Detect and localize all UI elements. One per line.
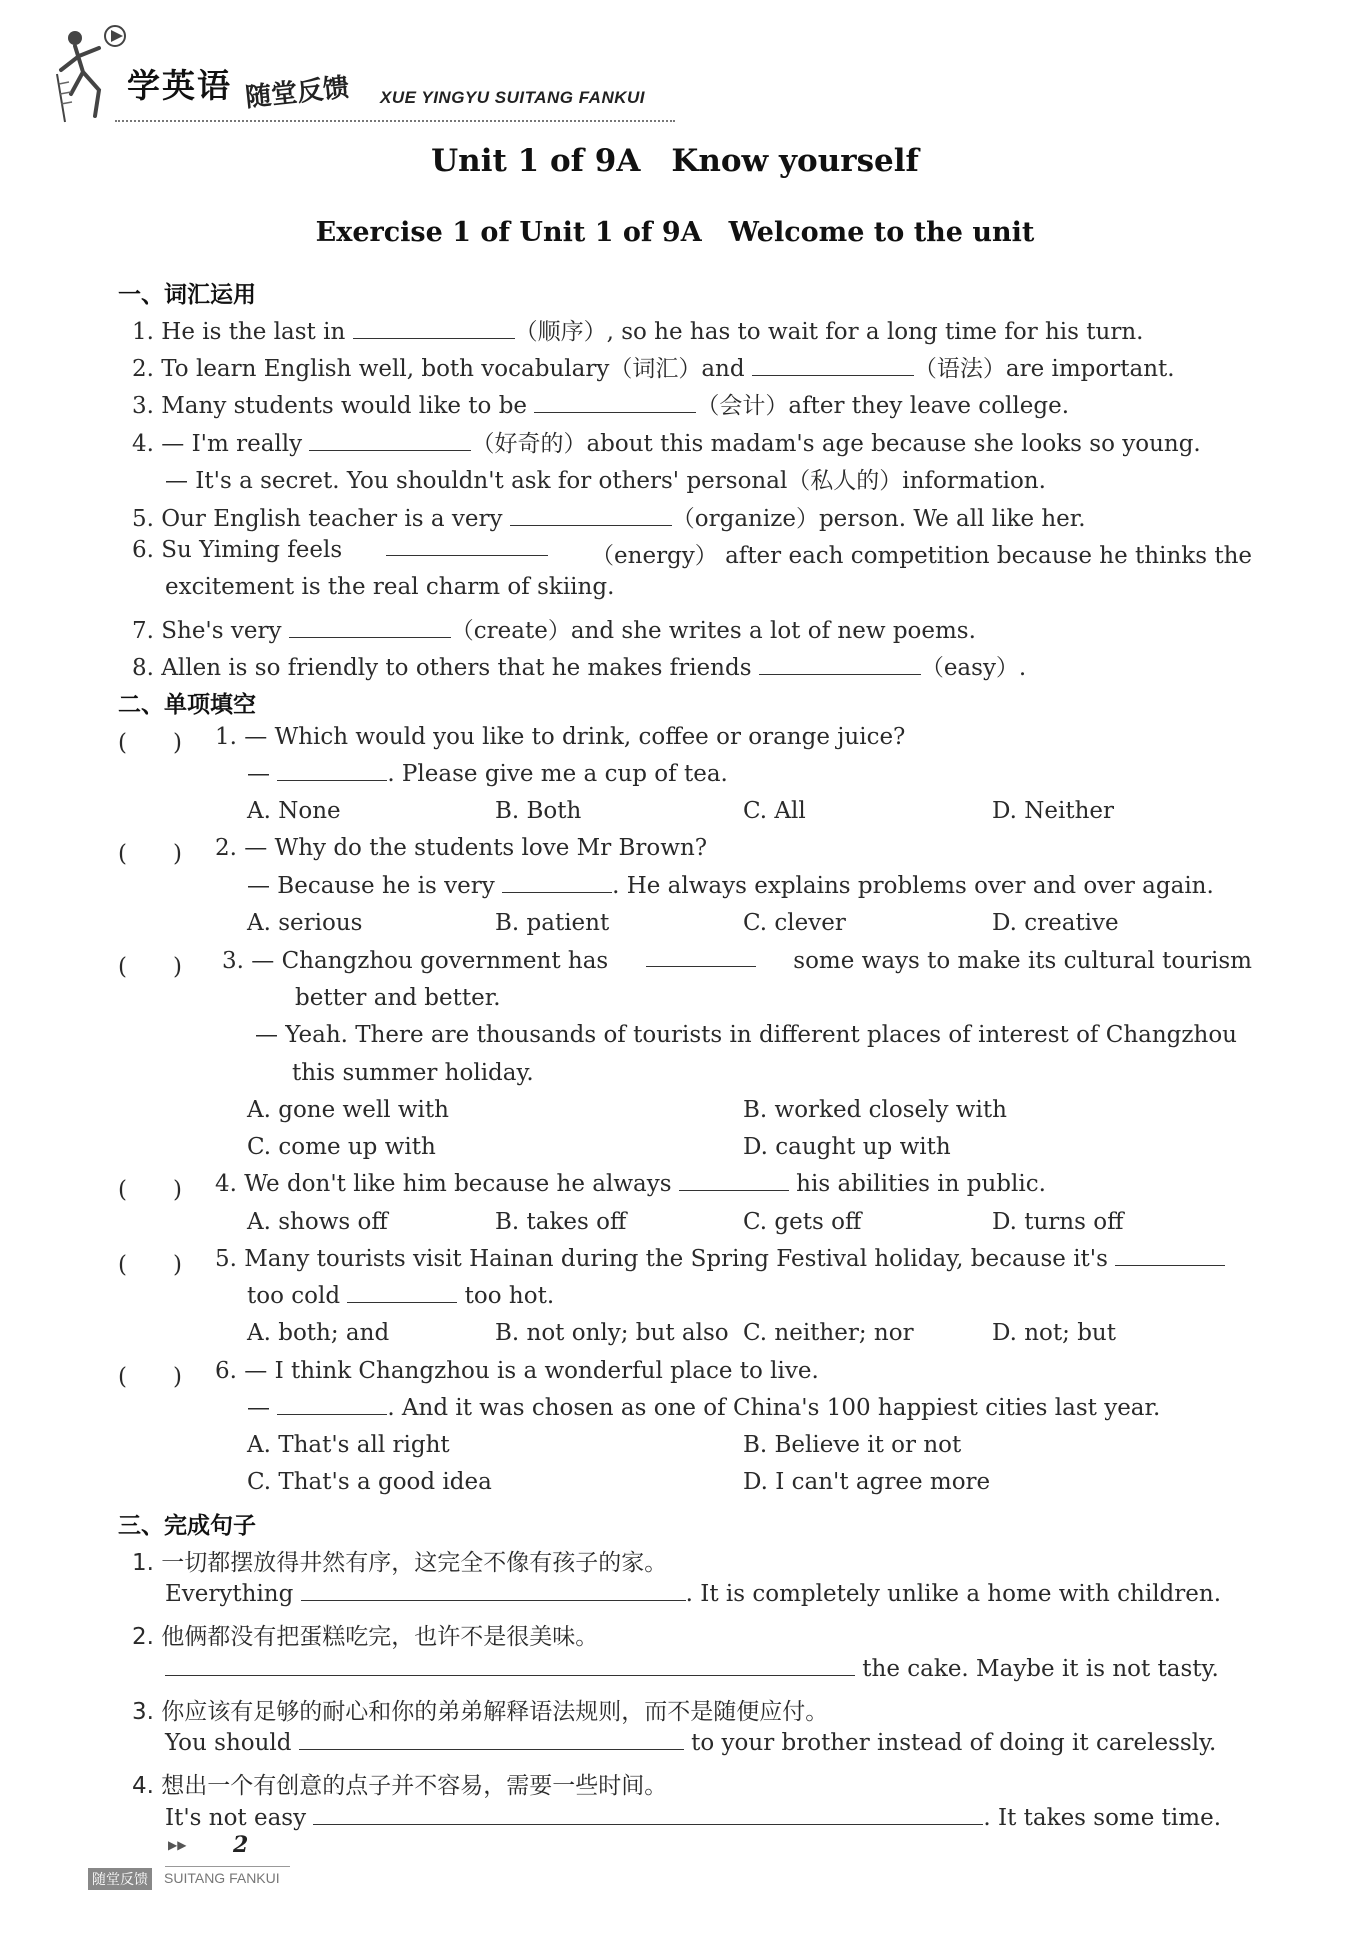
mc-option-b[interactable]: B. not only; but also (495, 1320, 729, 1346)
answer-blank[interactable] (1115, 1247, 1225, 1266)
question-text: （顺序）, so he has to wait for a long time for his turn. (514, 319, 1144, 345)
mc-option-c[interactable]: C. All (743, 798, 806, 824)
vocab-question-4 (132, 425, 1201, 458)
header-en-title: XUE YINGYU SUITANG FANKUI (380, 88, 646, 107)
mc-question-6: 6. — I think Changzhou is a wonderful place to live. (215, 1358, 819, 1384)
vocab-question-5 (132, 500, 1086, 533)
sentence-3-english (165, 1730, 1216, 1756)
vocab-question-4-reply: — It's a secret. You shouldn't ask for others' personal（私人的）information. (165, 468, 1046, 494)
question-text: 4. We don't like him because he always (215, 1171, 679, 1197)
sentence-text: the cake. Maybe it is not tasty. (855, 1656, 1219, 1682)
mc-question-2-reply (247, 873, 1214, 899)
answer-blank[interactable] (165, 1657, 855, 1676)
sentence-text: You should (165, 1730, 299, 1756)
answer-blank[interactable] (347, 1284, 457, 1303)
mc-option-d[interactable]: D. Neither (992, 798, 1114, 824)
answer-blank[interactable] (679, 1172, 789, 1191)
answer-parenthesis[interactable]: ( ) (118, 841, 182, 867)
question-text: — Because he is very (247, 873, 503, 899)
answer-blank[interactable] (277, 1396, 387, 1415)
sentence-3-chinese: 3. 你应该有足够的耐心和你的弟弟解释语法规则，而不是随便应付。 (132, 1699, 829, 1725)
mc-question-3 (222, 948, 1252, 974)
mc-option-c[interactable]: C. clever (743, 910, 846, 936)
section-heading-complete-sentences: 三、完成句子 (118, 1513, 256, 1539)
question-text: — (247, 1395, 278, 1421)
mc-option-a[interactable]: A. both; and (247, 1320, 390, 1346)
question-text: （easy）. (920, 655, 1027, 681)
question-text: . Please give me a cup of tea. (387, 761, 728, 787)
footer-en: SUITANG FANKUI (164, 1870, 280, 1886)
mc-option-d[interactable]: D. I can't agree more (743, 1469, 991, 1495)
question-text: too cold (247, 1283, 348, 1309)
vocab-question-1 (132, 313, 1143, 346)
unit-title: Unit 1 of 9A Know yourself (431, 143, 919, 179)
mc-question-5 (215, 1246, 1225, 1272)
vocab-question-8 (132, 649, 1026, 682)
mc-option-c[interactable]: C. That's a good idea (247, 1469, 492, 1495)
question-text: 8. Allen is so friendly to others that he makes friends (132, 655, 759, 681)
answer-blank[interactable] (646, 948, 756, 967)
mc-option-d[interactable]: D. not; but (992, 1320, 1116, 1346)
runner-icon (55, 24, 135, 124)
mc-question-4 (215, 1171, 1046, 1197)
question-text: 5. Many tourists visit Hainan during the Spring Festival holiday, because it's (215, 1246, 1116, 1272)
mc-question-1: 1. — Which would you like to drink, coffee or orange juice? (215, 724, 906, 750)
header-cn-title: 学英语 (127, 66, 232, 105)
question-text: （create）and she writes a lot of new poems. (450, 618, 976, 644)
answer-blank[interactable] (299, 1731, 684, 1750)
answer-blank[interactable] (759, 656, 921, 675)
sentence-text: It's not easy (165, 1805, 314, 1831)
mc-option-c[interactable]: C. come up with (247, 1134, 436, 1160)
sentence-4-chinese: 4. 想出一个有创意的点子并不容易，需要一些时间。 (132, 1773, 668, 1799)
sentence-4-english (165, 1805, 1221, 1831)
exercise-title: Exercise 1 of Unit 1 of 9A Welcome to the unit (315, 217, 1035, 248)
mc-option-b[interactable]: B. Both (495, 798, 582, 824)
mc-question-1-reply (247, 761, 728, 787)
mc-option-a[interactable]: A. shows off (247, 1209, 388, 1235)
question-text: （好奇的）about this madam's age because she looks so young. (471, 431, 1201, 457)
mc-question-6-reply (247, 1395, 1160, 1421)
mc-option-a[interactable]: A. That's all right (247, 1432, 450, 1458)
mc-option-d[interactable]: D. creative (992, 910, 1119, 936)
mc-option-d[interactable]: D. caught up with (743, 1134, 951, 1160)
question-text: some ways to make its cultural tourism (793, 948, 1252, 974)
question-text: his abilities in public. (788, 1171, 1046, 1197)
answer-parenthesis[interactable]: ( ) (118, 1252, 182, 1278)
sentence-text: to your brother instead of doing it carelessly. (683, 1730, 1217, 1756)
sentence-1-english (165, 1581, 1221, 1607)
mc-option-b[interactable]: B. patient (495, 910, 610, 936)
question-text: （energy） after each competition because he thinks the (591, 543, 1252, 569)
question-text: . And it was chosen as one of China's 100 happiest cities last year. (387, 1395, 1161, 1421)
mc-option-b[interactable]: B. Believe it or not (743, 1432, 962, 1458)
footer-divider (165, 1866, 290, 1867)
header-divider (115, 120, 675, 122)
mc-option-a[interactable]: A. serious (247, 910, 363, 936)
section-heading-vocabulary: 一、词汇运用 (118, 282, 256, 308)
question-text: 2. To learn English well, both vocabulary（词汇）and (132, 356, 752, 382)
sentence-1-chinese: 1. 一切都摆放得井然有序，这完全不像有孩子的家。 (132, 1550, 668, 1576)
answer-parenthesis[interactable]: ( ) (118, 954, 182, 980)
sentence-2-english (165, 1656, 1219, 1682)
sentence-2-chinese: 2. 他俩都没有把蛋糕吃完，也许不是很美味。 (132, 1624, 599, 1650)
question-text: （organize）person. We all like her. (671, 506, 1086, 532)
mc-option-d[interactable]: D. turns off (992, 1209, 1124, 1235)
vocab-question-2 (132, 350, 1175, 383)
mc-question-5-cont (247, 1283, 554, 1309)
sentence-text: . It takes some time. (983, 1805, 1222, 1831)
vocab-question-7 (132, 612, 976, 645)
vocab-question-3 (132, 387, 1069, 420)
question-text: 3. Many students would like to be (132, 393, 535, 419)
answer-blank[interactable] (510, 507, 672, 526)
page-number: 2 (233, 1832, 249, 1858)
mc-question-3-reply-cont: this summer holiday. (292, 1060, 534, 1086)
question-text: （语法）are important. (913, 356, 1175, 382)
question-text: 6. Su Yiming feels (132, 537, 343, 563)
question-text: 4. — I'm really (132, 431, 310, 457)
sentence-text: . It is completely unlike a home with children. (685, 1581, 1222, 1607)
page-header (55, 24, 675, 124)
answer-blank[interactable] (386, 537, 548, 556)
mc-question-2: 2. — Why do the students love Mr Brown? (215, 835, 708, 861)
answer-blank[interactable] (313, 1806, 983, 1825)
mc-option-c[interactable]: C. neither; nor (743, 1320, 914, 1346)
answer-parenthesis[interactable]: ( ) (118, 730, 182, 756)
answer-blank[interactable] (752, 357, 914, 376)
mc-option-b[interactable]: B. takes off (495, 1209, 627, 1235)
question-text: 3. — Changzhou government has (222, 948, 609, 974)
question-text: （会计）after they leave college. (696, 393, 1070, 419)
mc-question-3-reply: — Yeah. There are thousands of tourists in different places of interest of Changzhou (255, 1022, 1237, 1048)
question-text: . He always explains problems over and over again. (612, 873, 1214, 899)
header-cn-subtitle: 随堂反馈 (243, 72, 351, 114)
vocab-question-6-cont: excitement is the real charm of skiing. (165, 574, 615, 600)
answer-blank[interactable] (277, 762, 387, 781)
footer-badge: 随堂反馈 (88, 1868, 152, 1890)
section-heading-multiple-choice: 二、单项填空 (118, 692, 256, 718)
mc-question-3-cont: better and better. (295, 985, 501, 1011)
question-text: too hot. (457, 1283, 555, 1309)
vocab-question-6 (132, 537, 1252, 570)
mc-option-c[interactable]: C. gets off (743, 1209, 862, 1235)
question-text: 5. Our English teacher is a very (132, 506, 510, 532)
answer-blank[interactable] (502, 874, 612, 893)
double-arrow-icon: ▶▶ (168, 1838, 187, 1852)
answer-parenthesis[interactable]: ( ) (118, 1177, 182, 1203)
question-text: 7. She's very (132, 618, 289, 644)
mc-option-a[interactable]: A. None (247, 798, 341, 824)
answer-blank[interactable] (534, 394, 696, 413)
question-text: — (247, 761, 278, 787)
answer-parenthesis[interactable]: ( ) (118, 1364, 182, 1390)
question-text: 1. He is the last in (132, 319, 353, 345)
mc-option-a[interactable]: A. gone well with (247, 1097, 449, 1123)
answer-blank[interactable] (309, 432, 471, 451)
answer-blank[interactable] (301, 1582, 686, 1601)
sentence-text: Everything (165, 1581, 301, 1607)
answer-blank[interactable] (353, 320, 515, 339)
mc-option-b[interactable]: B. worked closely with (743, 1097, 1007, 1123)
answer-blank[interactable] (289, 619, 451, 638)
